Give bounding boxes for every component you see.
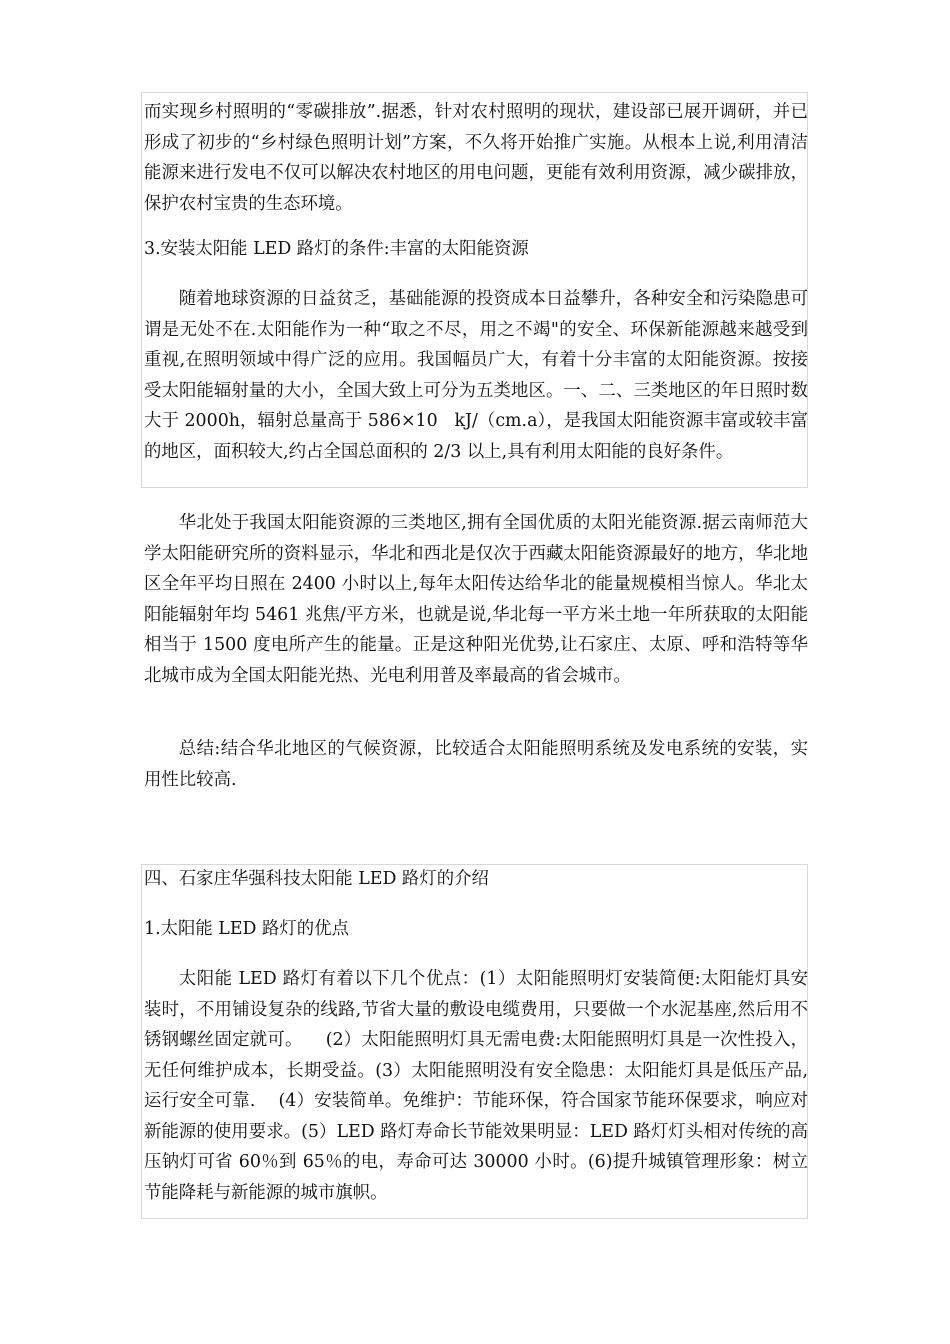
paragraph-huabei-region: 华北处于我国太阳能资源的三类地区,拥有全国优质的太阳光能资源.据云南师范大学太阳能研究所的资料显示，华北和西北是仅次于西藏太阳能资源最好的地方，华北地区全年平均日照在 2400 小时以上,每年太阳传达给华北的能量规模相当惊人。华北太阳能辐射年均 5461 兆焦/平方米，也就是说,华北每一平方米土地一年所获取的太阳能相当于 1500 度电所产生的能量。正是这种阳光优势,让石家庄、太原、呼和浩特等华北城市成为全国太阳能光热、光电利用普及率最高的省会城市。 (144, 513, 808, 686)
paragraph-rural-lighting: 而实现乡村照明的“零碳排放”.据悉，针对农村照明的现状，建设部已展开调研，并已形成了初步的“乡村绿色照明计划”方案，不久将开始推广实施。从根本上说,利用清洁能源来进行发电不仅可以解决农村地区的用电问题，更能有效利用资源，减少碳排放，保护农村宝贵的生态环境。 (144, 102, 808, 214)
paragraph-solar-resources: 随着地球资源的日益贫乏，基础能源的投资成本日益攀升，各种安全和污染隐患可谓是无处不在.太阳能作为一种“取之不尽，用之不竭"的安全、环保新能源越来越受到重视,在照明领域中得广泛的应用。我国幅员广大，有着十分丰富的太阳能资源。按接受太阳能辐射量的大小，全国大致上可分为五类地区。一、二、三类地区的年日照时数大于 2000h，辐射总量高于 586×10 kJ/（cm.a），是我国太阳能资源丰富或较丰富的地区，面积较大,约占全国总面积的 2/3 以上,具有利用太阳能的良好条件。 (144, 289, 808, 462)
paragraph-advantages-list: 太阳能 LED 路灯有着以下几个优点：(1）太阳能照明灯安装简便:太阳能灯具安装时，不用铺设复杂的线路,节省大量的敷设电缆费用，只要做一个水泥基座,然后用不锈钢螺丝固定就可。 (2）太阳能照明灯具无需电费:太阳能照明灯具是一次性投入，无任何维护成本，长期受益。(3）太阳能照明没有安全隐患：太阳能灯具是低压产品,运行安全可靠. (4）安装简单。免维护：节能环保，符合国家节能环保要求，响应对新能源的使用要求。(5）LED 路灯寿命长节能效果明显：LED 路灯灯头相对传统的高压钠灯可省 60％到 65％的电，寿命可达 30000 小时。(6)提升城镇管理形象：树立节能降耗与新能源的城市旗帜。 (144, 969, 808, 1203)
heading-section-four: 四、石家庄华强科技太阳能 LED 路灯的介绍 (144, 869, 489, 889)
heading-led-conditions: 3.安装太阳能 LED 路灯的条件:丰富的太阳能资源 (144, 239, 529, 259)
heading-led-advantages: 1.太阳能 LED 路灯的优点 (144, 919, 349, 939)
paragraph-summary: 总结:结合华北地区的气候资源，比较适合太阳能照明系统及发电系统的安装，实用性比较高. (144, 739, 808, 790)
